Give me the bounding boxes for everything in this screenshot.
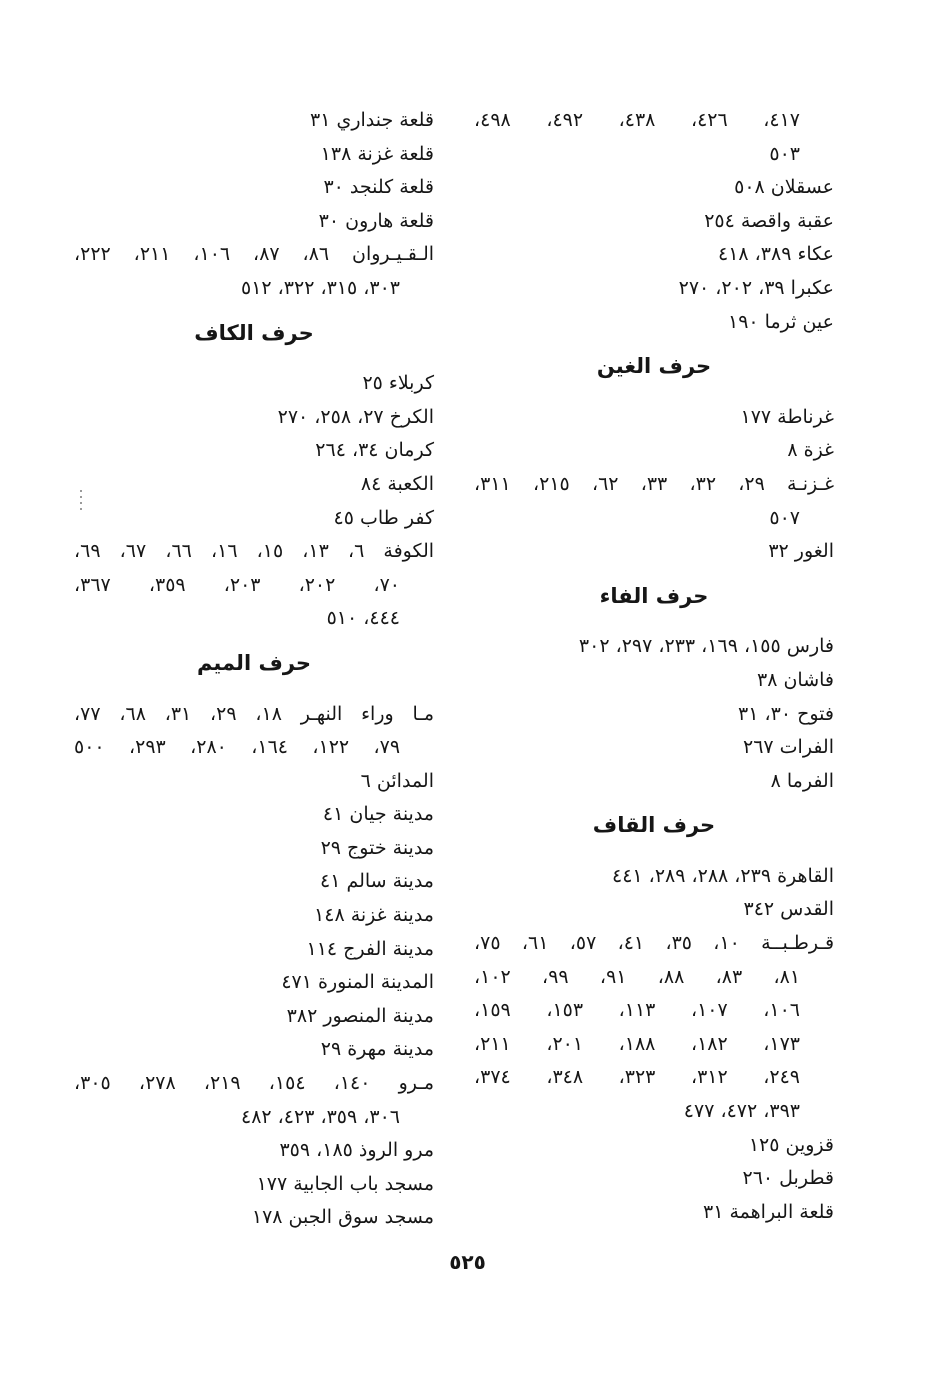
index-entry: عقبة واقصة ٢٥٤ (704, 209, 834, 232)
index-entry: مدينة جيان ٤١ (322, 803, 434, 826)
index-entry: مدينة المنصور ٣٨٢ (286, 1004, 434, 1027)
page-number: ٥٢٥ (449, 1250, 486, 1274)
index-entry: مدينة الفرج ١١٤ (306, 937, 434, 960)
index-entry: فارس ١٥٥، ١٦٩، ٢٣٣، ٢٩٧، ٣٠٢ (578, 635, 834, 658)
index-entry: قلعة هارون ٣٠ (318, 209, 434, 232)
section-heading: حرف الغين (596, 354, 712, 379)
index-entry: الفرات ٢٦٧ (743, 736, 834, 759)
index-entry: مدينة مهرة ٢٩ (320, 1038, 434, 1061)
section-heading: حرف الفاء (599, 583, 709, 608)
index-entry: مدينة غزنة ١٤٨ (314, 904, 434, 927)
index-entry: غزة ٨ (787, 439, 834, 462)
section-heading: حرف الكاف (194, 320, 314, 345)
index-entry: المدائن ٦ (360, 769, 434, 792)
index-entry: الكوفة ٦، ١٣، ١٥، ١٦، ٦٦، ٦٧، ٦٩، (74, 540, 435, 563)
index-entry: مـرو ١٤٠، ١٥٤، ٢١٩، ٢٧٨، ٣٠٥، (74, 1072, 435, 1095)
index-entry-continuation: ٣٠٣، ٣١٥، ٣٢٢، ٥١٢ (240, 276, 400, 299)
index-entry: مسجد باب الجابية ١٧٧ (256, 1172, 434, 1195)
index-entry-continuation: ٢٤٩، ٣١٢، ٣٢٣، ٣٤٨، ٣٧٤، (474, 1066, 801, 1089)
index-entry: قلعة غزنة ١٣٨ (320, 142, 434, 165)
index-entry: الـقـيـروان ٨٦، ٨٧، ١٠٦، ٢١١، ٢٢٢، (74, 243, 435, 266)
index-entry: الكعبة ٨٤ (360, 472, 434, 495)
index-entry: قلعة البراهمة ٣١ (703, 1200, 834, 1223)
index-entry-continuation: ١٧٣، ١٨٢، ١٨٨، ٢٠١، ٢١١، (474, 1032, 801, 1055)
index-entry: فتوح ٣٠، ٣١ (738, 702, 834, 725)
margin-mark (80, 508, 82, 510)
index-entry-continuation: ٣٠٦، ٣٥٩، ٤٢٣، ٤٨٢ (240, 1105, 400, 1128)
index-entry: الغور ٣٢ (768, 540, 834, 563)
index-entry: غرناطة ١٧٧ (740, 405, 834, 428)
index-entry: مدينة ختوج ٢٩ (320, 836, 434, 859)
index-entry: قلعة جنداري ٣١ (309, 109, 434, 131)
index-entry: قزوين ١٢٥ (748, 1133, 834, 1156)
index-entry: مسجد سوق الجبن ١٧٨ (251, 1206, 434, 1229)
margin-mark (80, 496, 82, 498)
index-entry: فاشان ٣٨ (757, 668, 834, 691)
margin-mark (80, 490, 82, 492)
index-entry-continuation: ٧٠، ٢٠٢، ٢٠٣، ٣٥٩، ٣٦٧، (74, 573, 400, 596)
index-entry: عكاء ٣٨٩، ٤١٨ (717, 243, 834, 266)
index-entry: القاهرة ٢٣٩، ٢٨٨، ٢٨٩، ٤٤١ (612, 864, 834, 887)
index-column-right (474, 104, 834, 1229)
index-entry: كربلاء ٢٥ (362, 372, 434, 395)
index-entry: الكرخ ٢٧، ٢٥٨، ٢٧٠ (277, 405, 434, 428)
index-entry: عسقلان ٥٠٨ (734, 176, 834, 199)
index-entry: عكبرا ٣٩، ٢٠٢، ٢٧٠ (678, 276, 834, 299)
index-entry-continuation: ١٠٦، ١٠٧، ١١٣، ١٥٣، ١٥٩، (474, 999, 801, 1022)
index-entry-continuation: ٤٤٤، ٥١٠ (326, 607, 400, 630)
index-entry: قلعة كلنجد ٣٠ (323, 176, 434, 199)
index-entry: قـرطـبــة ١٠، ٣٥، ٤١، ٥٧، ٦١، ٧٥، (474, 932, 835, 955)
index-entry: مدينة سالم ٤١ (319, 870, 434, 893)
section-heading: حرف القاف (592, 813, 716, 838)
index-entry: الفرما ٨ (770, 769, 834, 792)
index-entry-continuation: ٤١٧، ٤٢٦، ٤٣٨، ٤٩٢، ٤٩٨، (474, 109, 801, 131)
index-entry-continuation: ٥٠٣ (769, 142, 800, 165)
index-entry: كرمان ٣٤، ٢٦٤ (315, 439, 434, 462)
index-entry: كفر طاب ٤٥ (333, 506, 434, 529)
index-entry: مـا وراء النهـر ١٨، ٢٩، ٣١، ٦٨، ٧٧، (74, 702, 435, 725)
index-entry: مرو الروذ ١٨٥، ٣٥٩ (279, 1139, 434, 1162)
index-entry-continuation: ٣٩٣، ٤٧٢، ٤٧٧ (683, 1100, 800, 1123)
index-entry: قطربل ٢٦٠ (742, 1167, 834, 1190)
index-entry-continuation: ٨١، ٨٣، ٨٨، ٩١، ٩٩، ١٠٢، (474, 965, 801, 988)
index-entry-continuation: ٧٩، ١٢٢، ١٦٤، ٢٨٠، ٢٩٣، ٥٠٠ (74, 736, 401, 759)
index-column-left (74, 104, 434, 1235)
index-entry: المدينة المنورة ٤٧١ (281, 971, 434, 994)
index-entry-continuation: ٥٠٧ (769, 506, 800, 529)
section-heading: حرف الميم (196, 650, 312, 675)
index-entry: غـزنـة ٢٩، ٣٢، ٣٣، ٦٢، ٢١٥، ٣١١، (474, 472, 835, 495)
index-entry: عين ثرما ١٩٠ (728, 310, 834, 333)
margin-mark (80, 502, 82, 504)
index-entry: القدس ٣٤٢ (743, 898, 834, 921)
